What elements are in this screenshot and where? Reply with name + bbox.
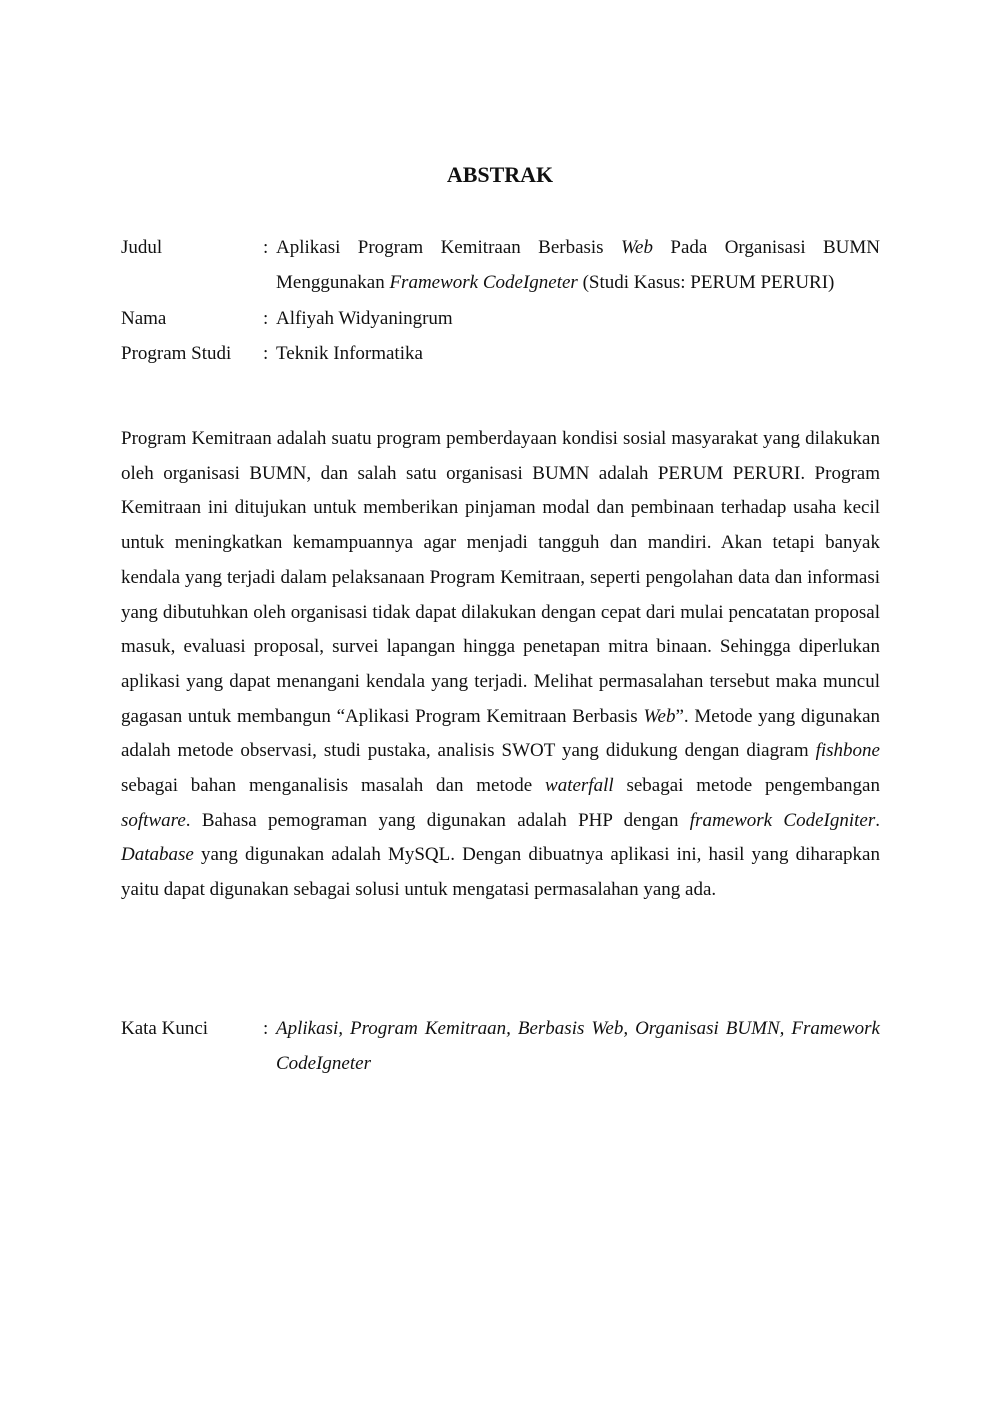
judul-label: Judul bbox=[121, 237, 163, 258]
program-studi-label: Program Studi bbox=[121, 343, 232, 364]
meta-row-nama bbox=[121, 301, 881, 336]
keywords-label: Kata Kunci bbox=[121, 1018, 209, 1039]
keywords-colon: : bbox=[263, 1018, 269, 1039]
judul-emphasis: Framework CodeIgneter bbox=[389, 272, 578, 293]
abstract-text: sebagai metode pengembangan bbox=[613, 775, 880, 797]
judul-colon: : bbox=[263, 237, 269, 258]
program-studi-colon: : bbox=[263, 343, 269, 364]
judul-text: Aplikasi Program Kemitraan Berbasis bbox=[276, 237, 621, 258]
abstract-text: sebagai bahan menganalisis masalah dan metode bbox=[121, 775, 546, 797]
meta-row-judul bbox=[121, 230, 881, 300]
abstract-text: ”. Metode yang digunakan adalah metode observasi, studi pustaka, analisis SWOT yang didukung dengan diagram bbox=[121, 705, 881, 762]
abstract-text: Program Kemitraan adalah suatu program pemberdayaan kondisi sosial masyarakat yang dilakukan oleh organisasi BUMN, dan salah satu organisasi BUMN adalah PERUM PERURI. Program Kemitraan ini ditujukan untuk memberikan pinjaman modal dan pembinaan terhadap usaha kecil untuk meningkatkan kemampuannya agar menjadi tangguh dan mandiri. Akan tetapi banyak kendala yang terjadi dalam pelaksanaan Program Kemitraan, seperti pengolahan data dan informasi yang dibutuhkan oleh organisasi tidak dapat dilakukan dengan cepat dari mulai pencatatan proposal masuk, evaluasi proposal, survei lapangan hingga penetapan mitra binaan. Sehingga diperlukan aplikasi yang dapat menangani kendala yang terjadi. Melihat permasalahan tersebut maka muncul gagasan untuk membangun “Aplikasi Program Kemitraan Berbasis bbox=[121, 428, 880, 727]
abstract-emphasis: fishbone bbox=[815, 740, 880, 762]
nama-colon: : bbox=[263, 308, 269, 329]
abstract-emphasis: waterfall bbox=[545, 775, 614, 797]
abstract-paragraph bbox=[121, 422, 880, 908]
abstract-emphasis: framework CodeIgniter bbox=[689, 809, 876, 831]
abstract-emphasis: Web bbox=[643, 705, 676, 727]
abstract-emphasis: Database bbox=[121, 844, 194, 866]
judul-emphasis: Web bbox=[620, 237, 653, 258]
nama-value: Alfiyah Widyaningrum bbox=[276, 308, 453, 329]
program-studi-value: Teknik Informatika bbox=[276, 343, 423, 364]
page-title: ABSTRAK bbox=[446, 162, 554, 187]
judul-value bbox=[276, 230, 880, 300]
abstract-text: . Bahasa pemograman yang digunakan adalah PHP dengan bbox=[185, 809, 690, 831]
keywords-value: Aplikasi, Program Kemitraan, Berbasis Web, Organisasi BUMN, Framework CodeIgneter bbox=[276, 1018, 880, 1074]
judul-text: Pada Organisasi BUMN Menggunakan bbox=[276, 237, 881, 293]
nama-label: Nama bbox=[121, 308, 167, 329]
judul-text: (Studi Kasus: PERUM PERURI) bbox=[577, 272, 835, 293]
meta-row-keywords bbox=[121, 1011, 881, 1081]
abstract-text: . bbox=[875, 809, 880, 831]
abstract-text: yang digunakan adalah MySQL. Dengan dibuatnya aplikasi ini, hasil yang diharapkan yaitu dapat digunakan sebagai solusi untuk mengatasi permasalahan yang ada. bbox=[121, 844, 880, 901]
abstract-emphasis: software bbox=[121, 809, 186, 831]
meta-row-program-studi bbox=[121, 336, 881, 371]
